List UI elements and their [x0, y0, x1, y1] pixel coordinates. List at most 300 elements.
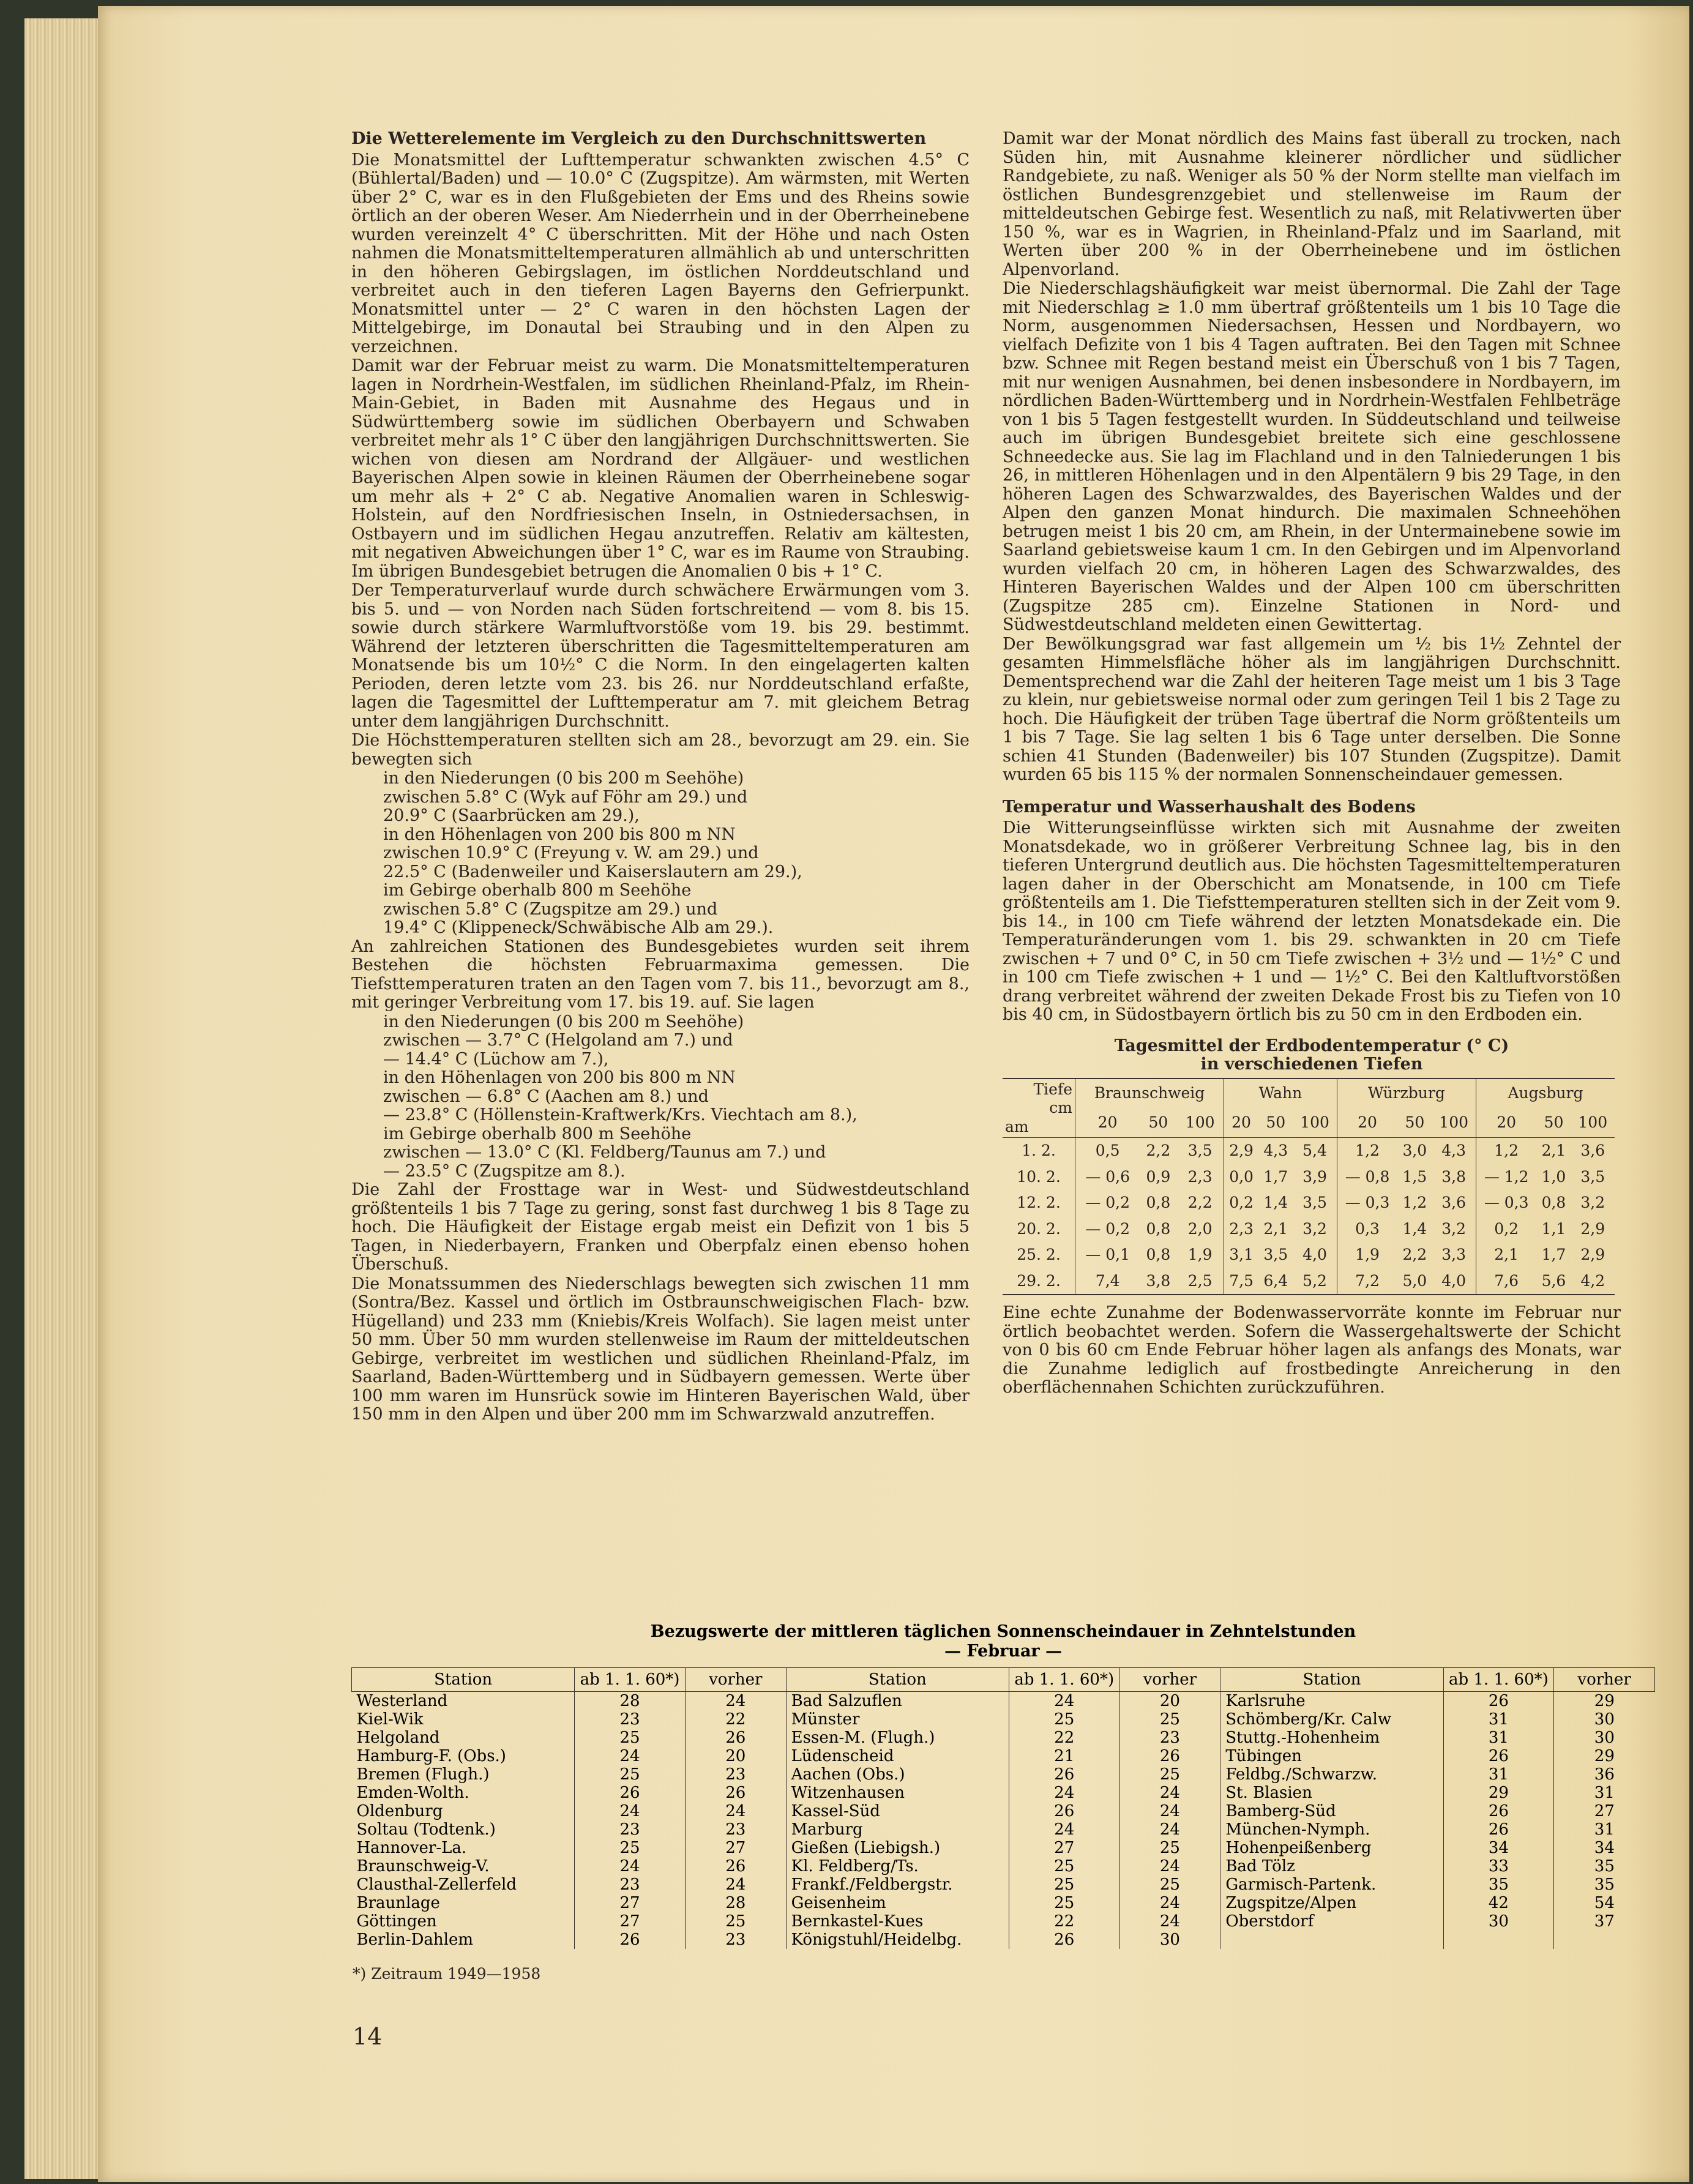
- column-header: Station: [1220, 1668, 1443, 1692]
- depth-header: 100: [1432, 1108, 1476, 1137]
- list-line: 19.4° C (Klippeneck/Schwäbische Alb am 29.).: [383, 918, 774, 937]
- value-cell: 0,3: [1355, 1219, 1380, 1238]
- value-cell: 26: [575, 1931, 686, 1949]
- station-cell: Königstuhl/Heidelbg.: [786, 1931, 1009, 1949]
- value-cell: 7,5: [1229, 1271, 1254, 1290]
- table-row: [352, 1894, 1655, 1912]
- station-cell: Braunschweig-V.: [352, 1857, 575, 1875]
- table-row: [352, 1912, 1655, 1931]
- value-cell: 24: [1009, 1820, 1119, 1839]
- column-header: ab 1. 1. 60*): [1009, 1668, 1119, 1692]
- value-cell: 1,2: [1402, 1194, 1427, 1211]
- page-number: 14: [353, 2023, 383, 2050]
- list-line: im Gebirge oberhalb 800 m Seehöhe: [383, 881, 692, 900]
- station-cell: Oldenburg: [352, 1802, 575, 1820]
- value-cell: 25: [1009, 1894, 1119, 1912]
- depth-header: 50: [1266, 1113, 1286, 1131]
- value-cell: 25: [575, 1765, 686, 1784]
- value-cell: 24: [575, 1802, 686, 1820]
- corner-label: cm: [1049, 1099, 1072, 1116]
- soil-table-caption: [1003, 1037, 1621, 1074]
- value-cell: 3,3: [1432, 1242, 1476, 1268]
- max-temperature-list: [383, 769, 970, 938]
- right-column: [1003, 130, 1621, 1398]
- value-cell: — 0,3: [1345, 1194, 1390, 1211]
- value-cell: 5,0: [1402, 1271, 1427, 1290]
- station-cell: Aachen (Obs.): [786, 1765, 1009, 1784]
- station-cell: Witzenhausen: [786, 1784, 1009, 1802]
- value-cell: 2,5: [1176, 1268, 1224, 1295]
- value-cell: 24: [725, 1692, 746, 1710]
- value-cell: 5,6: [1541, 1271, 1566, 1290]
- caption-line: in verschiedenen Tiefen: [1200, 1055, 1423, 1074]
- station-cell: St. Blasien: [1220, 1784, 1443, 1802]
- value-cell: 27: [1594, 1802, 1615, 1820]
- value-cell: 2,3: [1229, 1219, 1254, 1238]
- value-cell: 22: [1009, 1729, 1119, 1747]
- value-cell: 23: [575, 1820, 686, 1839]
- station-cell: Münster: [786, 1710, 1009, 1729]
- section-heading: Die Wetterelemente im Vergleich zu den Durchschnittswerten: [351, 129, 927, 148]
- date-cell: 10. 2.: [1003, 1164, 1075, 1191]
- depth-header: 100: [1293, 1108, 1337, 1137]
- value-cell: 24: [575, 1857, 686, 1875]
- station-cell: Garmisch-Partenk.: [1220, 1875, 1443, 1894]
- value-cell: 42: [1443, 1894, 1554, 1912]
- value-cell: 1,9: [1176, 1242, 1224, 1268]
- depth-header: 20: [1231, 1113, 1251, 1131]
- value-cell: 0,8: [1146, 1246, 1171, 1263]
- value-cell: 3,5: [1580, 1167, 1605, 1186]
- column-header: ab 1. 1. 60*): [1443, 1668, 1554, 1692]
- station-cell: Helgoland: [352, 1729, 575, 1747]
- value-cell: 35: [1594, 1857, 1615, 1875]
- table-row: [352, 1729, 1655, 1747]
- list-line: im Gebirge oberhalb 800 m Seehöhe: [383, 1124, 692, 1143]
- value-cell: — 0,6: [1085, 1167, 1131, 1186]
- value-cell: 3,8: [1432, 1164, 1476, 1191]
- value-cell: 1,7: [1263, 1167, 1288, 1186]
- value-cell: 26: [1009, 1802, 1119, 1820]
- value-cell: [1554, 1931, 1655, 1949]
- value-cell: 2,1: [1541, 1142, 1566, 1159]
- station-cell: Lüdenscheid: [786, 1747, 1009, 1765]
- value-cell: 23: [575, 1875, 686, 1894]
- list-line: zwischen — 6.8° C (Aachen am 8.) und: [383, 1086, 709, 1106]
- list-line: zwischen — 3.7° C (Helgoland am 7.) und: [383, 1031, 733, 1050]
- value-cell: 1,5: [1402, 1167, 1427, 1186]
- value-cell: 36: [1594, 1765, 1615, 1784]
- value-cell: 0,2: [1229, 1194, 1254, 1211]
- value-cell: 1,7: [1541, 1246, 1566, 1263]
- table-row: [1003, 1268, 1615, 1295]
- paragraph: Die Höchsttemperaturen stellten sich am 28., bevorzugt am 29. ein. Sie bewegten sich: [351, 731, 970, 769]
- sunshine-header-row: [352, 1668, 1655, 1692]
- value-cell: 4,2: [1580, 1271, 1605, 1290]
- value-cell: 5,2: [1293, 1268, 1337, 1295]
- value-cell: 34: [1594, 1839, 1615, 1857]
- paragraph: Damit war der Monat nördlich des Mains fast überall zu trocken, nach Süden hin, mit Ausnahme kleinerer nördlicher und südlicher Randgebiete, zu naß. Weniger als 50 % der Norm stellte man vielfach im östlichen Bundesgrenzgebiet und stellenweise im Raum der mitteldeutschen Gebirge fest. Wesentlich zu naß, mit Relativwerten über 150 %, war es in Wagrien, in Rheinland-Pfalz und im Saarland, mit Werten über 200 % in der Oberrheinebene und im östlichen Alpenvorland.: [1003, 129, 1621, 279]
- station-cell: Hannover-La.: [352, 1839, 575, 1857]
- footnote: *) Zeitraum 1949—1958: [353, 1965, 541, 1983]
- station-cell: Marburg: [786, 1820, 1009, 1839]
- value-cell: 7,6: [1494, 1271, 1519, 1290]
- value-cell: 25: [1009, 1875, 1119, 1894]
- list-line: — 23.5° C (Zugspitze am 8.).: [383, 1161, 626, 1181]
- depth-header: 100: [1578, 1113, 1608, 1131]
- value-cell: 4,0: [1432, 1268, 1476, 1295]
- value-cell: 37: [1594, 1912, 1615, 1931]
- value-cell: 27: [575, 1894, 686, 1912]
- sunshine-subcaption: — Februar —: [944, 1642, 1063, 1661]
- column-header: vorher: [1554, 1668, 1655, 1692]
- table-row: [1003, 1216, 1615, 1243]
- depth-header-row: [1003, 1108, 1615, 1137]
- value-cell: 3,6: [1580, 1142, 1605, 1159]
- value-cell: 26: [575, 1784, 686, 1802]
- list-line: in den Höhenlagen von 200 bis 800 m NN: [383, 825, 736, 844]
- value-cell: 24: [725, 1875, 746, 1894]
- value-cell: 26: [1009, 1765, 1119, 1784]
- left-column: [351, 130, 970, 1425]
- value-cell: 2,2: [1176, 1190, 1224, 1216]
- value-cell: 24: [1159, 1857, 1180, 1875]
- value-cell: 26: [1443, 1747, 1554, 1765]
- table-row: [352, 1875, 1655, 1894]
- paragraph: Die Zahl der Frosttage war in West- und Südwestdeutschland größtenteils 1 bis 7 Tage zu gering, sonst fast durchweg 1 bis 8 Tage zu hoch. Die Häufigkeit der Eistage ergab meist ein Defizit von 1 bis 5 Tagen, in Niederbayern, Franken und Oberpfalz einen ebenso hohen Überschuß.: [351, 1180, 970, 1274]
- value-cell: 1,1: [1541, 1219, 1566, 1238]
- value-cell: 6,4: [1263, 1271, 1288, 1290]
- value-cell: 24: [1159, 1784, 1180, 1802]
- value-cell: 2,0: [1176, 1216, 1224, 1243]
- value-cell: 0,8: [1146, 1219, 1171, 1238]
- column-header: vorher: [1119, 1668, 1220, 1692]
- value-cell: — 0,8: [1345, 1167, 1390, 1186]
- value-cell: — 0,1: [1085, 1246, 1131, 1263]
- value-cell: 25: [575, 1839, 686, 1857]
- station-cell: Zugspitze/Alpen: [1220, 1894, 1443, 1912]
- list-line: — 23.8° C (Höllenstein-Kraftwerk/Krs. Viechtach am 8.),: [383, 1105, 858, 1124]
- value-cell: 1,2: [1355, 1142, 1380, 1159]
- caption-line: Tagesmittel der Erdbodentemperatur (° C): [1114, 1036, 1509, 1055]
- value-cell: 5,4: [1293, 1138, 1337, 1164]
- value-cell: 31: [1594, 1784, 1615, 1802]
- station-cell: Oberstdorf: [1220, 1912, 1443, 1931]
- station-cell: Göttingen: [352, 1912, 575, 1931]
- value-cell: 25: [1159, 1710, 1180, 1729]
- table-row: [352, 1747, 1655, 1765]
- station-cell: Gießen (Liebigsh.): [786, 1839, 1009, 1857]
- value-cell: 21: [1009, 1747, 1119, 1765]
- sunshine-section: [351, 1622, 1655, 1949]
- value-cell: 25: [1159, 1765, 1180, 1784]
- value-cell: 3,5: [1263, 1246, 1288, 1263]
- list-line: 22.5° C (Badenweiler und Kaiserslautern am 29.),: [383, 862, 802, 881]
- station-cell: Bremen (Flugh.): [352, 1765, 575, 1784]
- value-cell: 27: [1009, 1839, 1119, 1857]
- paragraph: Die Monatssummen des Niederschlags bewegten sich zwischen 11 mm (Sontra/Bez. Kassel und örtlich im Ostbraunschweigischen Flach- bzw. Hügelland) und 233 mm (Kniebis/Kreis Wolfach). Sie lagen meist unter 50 mm. Über 50 mm wurden stellenweise im Raum der mitteldeutschen Gebirge, verbreitet im westlichen und südlichen Rheinland-Pfalz, im Saarland, Baden-Württemberg und in Südbayern gemessen. Werte über 100 mm waren im Hunsrück sowie im Hinteren Bayerischen Wald, über 150 mm in den Alpen und über 200 mm im Schwarzwald anzutreffen.: [351, 1274, 970, 1424]
- value-cell: 3,5: [1176, 1138, 1224, 1164]
- value-cell: 30: [1594, 1710, 1615, 1729]
- station-cell: Kiel-Wik: [352, 1710, 575, 1729]
- value-cell: 7,4: [1095, 1271, 1120, 1290]
- table-row: [1003, 1138, 1615, 1164]
- column-header: Wahn: [1224, 1079, 1337, 1109]
- column-header: ab 1. 1. 60*): [575, 1668, 686, 1692]
- paragraph: Der Bewölkungsgrad war fast allgemein um ½ bis 1½ Zehntel der gesamten Himmelsfläche höher als im langjährigen Durchschnitt. Dementsprechend war die Zahl der heiteren Tage meist um 1 bis 3 Tage zu klein, nur gebietsweise normal oder zum geringen Teil 1 bis 2 Tage zu hoch. Die Häufigkeit der trüben Tage übertraf die Norm größtenteils um 1 bis 7 Tage. Sie lag selten 1 bis 6 Tage unter derselben. Die Sonne schien 41 Stunden (Badenweiler) bis 107 Stunden (Zugspitze). Damit wurden 65 bis 115 % der normalen Sonnenscheindauer gemessen.: [1003, 634, 1621, 784]
- value-cell: 7,2: [1355, 1271, 1380, 1290]
- station-cell: Hamburg-F. (Obs.): [352, 1747, 575, 1765]
- list-line: in den Niederungen (0 bis 200 m Seehöhe): [383, 769, 744, 788]
- value-cell: 30: [1443, 1912, 1554, 1931]
- depth-header: 50: [1405, 1113, 1425, 1131]
- value-cell: 4,3: [1263, 1142, 1288, 1159]
- table-row: [1003, 1190, 1615, 1216]
- value-cell: 1,4: [1263, 1194, 1288, 1211]
- station-cell: Bad Salzuflen: [786, 1692, 1009, 1711]
- table-corner-cell: [1003, 1079, 1075, 1138]
- value-cell: 2,1: [1263, 1219, 1288, 1238]
- value-cell: 25: [1009, 1857, 1119, 1875]
- station-cell: Hohenpeißenberg: [1220, 1839, 1443, 1857]
- value-cell: 0,5: [1095, 1142, 1120, 1159]
- value-cell: — 0,2: [1085, 1194, 1131, 1211]
- value-cell: 23: [1159, 1729, 1180, 1747]
- column-header: vorher: [685, 1668, 786, 1692]
- value-cell: 31: [1443, 1729, 1554, 1747]
- station-cell: [1220, 1931, 1443, 1949]
- value-cell: 28: [575, 1692, 686, 1711]
- value-cell: 34: [1443, 1839, 1554, 1857]
- station-cell: Stuttg.-Hohenheim: [1220, 1729, 1443, 1747]
- value-cell: 26: [725, 1857, 746, 1875]
- value-cell: 3,2: [1580, 1194, 1605, 1211]
- column-header: Würzburg: [1337, 1079, 1476, 1109]
- station-cell: Frankf./Feldbergstr.: [786, 1875, 1009, 1894]
- value-cell: 27: [575, 1912, 686, 1931]
- value-cell: 3,2: [1432, 1216, 1476, 1243]
- value-cell: 23: [725, 1931, 746, 1949]
- station-cell: Emden-Wolth.: [352, 1784, 575, 1802]
- min-temperature-list: [383, 1013, 970, 1181]
- sunshine-table-body: [352, 1692, 1655, 1950]
- value-cell: 24: [1159, 1820, 1180, 1839]
- list-line: 20.9° C (Saarbrücken am 29.),: [383, 806, 640, 825]
- value-cell: 2,2: [1402, 1246, 1427, 1263]
- section-heading: Temperatur und Wasserhaushalt des Bodens: [1003, 797, 1416, 817]
- date-cell: 12. 2.: [1003, 1190, 1075, 1216]
- depth-header: 50: [1544, 1113, 1564, 1131]
- value-cell: 2,9: [1229, 1142, 1254, 1159]
- value-cell: 22: [1009, 1912, 1119, 1931]
- station-cell: Braunlage: [352, 1894, 575, 1912]
- date-cell: 20. 2.: [1003, 1216, 1075, 1243]
- list-line: zwischen — 13.0° C (Kl. Feldberg/Taunus am 7.) und: [383, 1143, 826, 1162]
- value-cell: 25: [1009, 1710, 1119, 1729]
- value-cell: 3,6: [1432, 1190, 1476, 1216]
- station-cell: Soltau (Todtenk.): [352, 1820, 575, 1839]
- value-cell: 28: [725, 1894, 746, 1912]
- list-line: zwischen 10.9° C (Freyung v. W. am 29.) und: [383, 843, 759, 862]
- value-cell: 2,9: [1580, 1219, 1605, 1238]
- list-line: — 14.4° C (Lüchow am 7.),: [383, 1049, 609, 1069]
- value-cell: 25: [1159, 1875, 1180, 1894]
- paragraph: Die Witterungseinflüsse wirkten sich mit Ausnahme der zweiten Monatsdekade, wo in größerer Verbreitung Schnee lag, bis in den tieferen Untergrund deutlich aus. Die höchsten Tagesmitteltemperaturen lagen daher in der Oberschicht am Monatsende, in 100 cm Tiefe größtenteils am 1. Die Tiefsttemperaturen stellten sich in der Zeit vom 9. bis 14., in 100 cm Tiefe während der letzten Monatsdekade ein. Die Temperaturänderungen vom 1. bis 29. schwankten in 20 cm Tiefe zwischen + 7 und 0° C, in 50 cm Tiefe zwischen + 3½ und — 1½° C und in 100 cm Tiefe zwischen + 1 und — 1½° C. Bei den Kaltluftvorstößen drang verbreitet während der zweiten Dekade Frost bis zu Tiefen von 10 bis 40 cm, in Südostbayern örtlich bis zu 50 cm in den Erdboden ein.: [1003, 818, 1621, 1024]
- value-cell: 24: [1159, 1894, 1180, 1912]
- value-cell: 0,8: [1146, 1194, 1171, 1211]
- value-cell: 23: [725, 1765, 746, 1784]
- table-row: [352, 1802, 1655, 1820]
- value-cell: — 1,2: [1484, 1167, 1529, 1186]
- station-cell: Bad Tölz: [1220, 1857, 1443, 1875]
- value-cell: — 0,2: [1085, 1219, 1131, 1238]
- value-cell: 20: [1159, 1692, 1180, 1710]
- depth-header: 20: [1097, 1113, 1118, 1131]
- value-cell: [1443, 1931, 1554, 1949]
- station-cell: Feldbg./Schwarzw.: [1220, 1765, 1443, 1784]
- depth-header: 20: [1358, 1113, 1377, 1131]
- soil-temperature-table: [1003, 1078, 1615, 1296]
- value-cell: 30: [1594, 1729, 1615, 1747]
- table-row: [352, 1692, 1655, 1711]
- value-cell: 29: [1594, 1692, 1615, 1710]
- value-cell: 26: [1159, 1747, 1180, 1765]
- station-cell: Bernkastel-Kues: [786, 1912, 1009, 1931]
- value-cell: 26: [1009, 1931, 1119, 1949]
- station-cell: Kassel-Süd: [786, 1802, 1009, 1820]
- station-cell: München-Nymph.: [1220, 1820, 1443, 1839]
- table-row: [352, 1839, 1655, 1857]
- paragraph: An zahlreichen Stationen des Bundesgebietes wurden seit ihrem Bestehen die höchsten Februarmaxima gemessen. Die Tiefsttemperaturen traten an den Tagen vom 7. bis 11., bevorzugt am 8., mit geringer Verbreitung vom 17. bis 19. auf. Sie lagen: [351, 937, 970, 1012]
- value-cell: 31: [1443, 1765, 1554, 1784]
- depth-header: 20: [1497, 1113, 1517, 1131]
- value-cell: 3,5: [1293, 1190, 1337, 1216]
- value-cell: 31: [1594, 1820, 1615, 1839]
- value-cell: 25: [725, 1912, 746, 1931]
- table-row: [352, 1857, 1655, 1875]
- value-cell: 54: [1594, 1894, 1615, 1912]
- paragraph: Die Niederschlagshäufigkeit war meist übernormal. Die Zahl der Tage mit Niederschlag ≥ 1.0 mm übertraf größtenteils um 1 bis 10 Tage die Norm, ausgenommen Niedersachsen, Hessen und Nordbayern, wo vielfach Defizite von 1 bis 4 Tagen auftraten. Bei den Tagen mit Schnee bzw. Schnee mit Regen bestand meist ein Überschuß von 1 bis 7 Tagen, mit nur wenigen Ausnahmen, bei denen insbesondere in Nordbayern, im nördlichen Baden-Württemberg und in Nordrhein-Westfalen Fehlbeträge von 1 bis 5 Tagen festgestellt wurden. In Süddeutschland und teilweise auch im übrigen Bundesgebiet breitete sich eine geschlossene Schneedecke aus. Sie lag im Flachland und in den Talniederungen 1 bis 26, in mittleren Höhenlagen und in den Alpentälern 9 bis 29 Tage, in den höheren Lagen des Schwarzwaldes, des Bayerischen Waldes und der Alpen den ganzen Monat hindurch. Die maximalen Schneehöhen betrugen meist 1 bis 20 cm, am Rhein, in der Untermainebene sowie im Saarland gebietsweise kaum 1 cm. In den Gebirgen und im Alpenvorland wurden vielfach 20 cm, in höheren Lagen des Schwarzwaldes, des Hinteren Bayerischen Waldes und der Alpen 100 cm überschritten (Zugspitze 285 cm). Einzelne Stationen in Nord- und Südwestdeutschland meldeten einen Gewittertag.: [1003, 279, 1621, 634]
- value-cell: 2,2: [1146, 1142, 1171, 1159]
- column-header: Station: [352, 1668, 575, 1692]
- value-cell: 3,1: [1229, 1246, 1254, 1263]
- station-cell: Berlin-Dahlem: [352, 1931, 575, 1949]
- paragraph: Damit war der Februar meist zu warm. Die Monatsmitteltemperaturen lagen in Nordrhein-Westfalen, im südlichen Rheinland-Pfalz, im Rhein-Main-Gebiet, in Baden mit Ausnahme des Hegaus und in Südwürttemberg sowie im südlichen Oberbayern und Schwaben verbreitet mehr als 1° C über den langjährigen Durchschnittswerten. Sie wichen von diesen am Nordrand der Allgäuer- und westlichen Bayerischen Alpen sowie in kleinen Räumen der Oberrheinebene sogar um mehr als + 2° C ab. Negative Anomalien waren in Schleswig-Holstein, auf den Nordfriesischen Inseln, in Ostniedersachsen, in Ostbayern und im südlichen Hegau anzutreffen. Relativ am kältesten, mit negativen Abweichungen über 1° C, war es im Raume von Straubing. Im übrigen Bundesgebiet betrugen die Anomalien 0 bis + 1° C.: [351, 356, 970, 581]
- value-cell: 3,9: [1293, 1164, 1337, 1191]
- table-row: [352, 1710, 1655, 1729]
- value-cell: 26: [725, 1729, 746, 1747]
- value-cell: 29: [1443, 1784, 1554, 1802]
- value-cell: 30: [1159, 1931, 1180, 1949]
- value-cell: 25: [575, 1729, 686, 1747]
- value-cell: 0,9: [1146, 1167, 1171, 1186]
- page-edges: [24, 18, 104, 2179]
- depth-header: 50: [1148, 1113, 1168, 1131]
- depth-header: 100: [1176, 1108, 1224, 1137]
- value-cell: 26: [1443, 1820, 1554, 1839]
- value-cell: 35: [1594, 1875, 1615, 1894]
- value-cell: 3,0: [1402, 1142, 1427, 1159]
- value-cell: 23: [725, 1820, 746, 1839]
- value-cell: 24: [1159, 1912, 1180, 1931]
- value-cell: 24: [1159, 1802, 1180, 1820]
- station-cell: Tübingen: [1220, 1747, 1443, 1765]
- station-cell: Clausthal-Zellerfeld: [352, 1875, 575, 1894]
- value-cell: 27: [725, 1839, 746, 1857]
- date-cell: 29. 2.: [1003, 1268, 1075, 1295]
- value-cell: 3,8: [1146, 1271, 1171, 1290]
- value-cell: 22: [725, 1710, 746, 1729]
- sunshine-caption: Bezugswerte der mittleren täglichen Sonnenscheindauer in Zehntelstunden: [650, 1622, 1356, 1641]
- value-cell: — 0,3: [1484, 1194, 1529, 1211]
- table-row: [1003, 1164, 1615, 1191]
- value-cell: 0,2: [1494, 1219, 1519, 1238]
- soil-table-body: [1003, 1138, 1615, 1295]
- corner-label: am: [1005, 1117, 1029, 1135]
- paragraph: Eine echte Zunahme der Bodenwasservorräte konnte im Februar nur örtlich beobachtet werden. Sofern die Wassergehaltswerte der Schicht von 0 bis 60 cm Ende Februar höher lagen als anfangs des Monats, war die Zunahme lediglich auf frostbedingte Anreicherung in den oberflächennahen Schichten zurückzuführen.: [1003, 1303, 1621, 1397]
- sunshine-table: [351, 1667, 1655, 1949]
- value-cell: 4,0: [1293, 1242, 1337, 1268]
- table-row: [352, 1784, 1655, 1802]
- value-cell: 2,9: [1580, 1246, 1605, 1263]
- value-cell: 23: [575, 1710, 686, 1729]
- value-cell: 1,9: [1355, 1246, 1380, 1263]
- value-cell: 1,4: [1402, 1219, 1427, 1238]
- value-cell: 25: [1159, 1839, 1180, 1857]
- value-cell: 2,1: [1494, 1246, 1519, 1263]
- table-row: [352, 1820, 1655, 1839]
- value-cell: 1,0: [1541, 1167, 1566, 1186]
- column-header: Station: [786, 1668, 1009, 1692]
- value-cell: 4,3: [1432, 1138, 1476, 1164]
- value-cell: 3,2: [1293, 1216, 1337, 1243]
- column-header: Braunschweig: [1075, 1079, 1224, 1109]
- paragraph: Der Temperaturverlauf wurde durch schwächere Erwärmungen vom 3. bis 5. und — von Norden nach Süden fortschreitend — vom 8. bis 15. sowie durch stärkere Warmluftvorstöße vom 19. bis 29. bestimmt. Während der letzteren überschritten die Tagesmitteltemperaturen am Monatsende bis um 10½° C die Norm. In den eingelagerten kalten Perioden, deren letzte vom 23. bis 26. nur Norddeutschland erfaßte, lagen die Tagesmittel der Lufttemperatur am 7. mit gleichem Betrag unter dem langjährigen Durchschnitt.: [351, 581, 970, 731]
- list-line: in den Höhenlagen von 200 bis 800 m NN: [383, 1068, 736, 1087]
- paragraph: Die Monatsmittel der Lufttemperatur schwankten zwischen 4.5° C (Bühlertal/Baden) und — 10.0° C (Zugspitze). Am wärmsten, mit Werten über 2° C, war es in den Flußgebieten der Ems und des Rheins sowie örtlich an der oberen Weser. Am Niederrhein und in der Oberrheinebene wurden vereinzelt 4° C überschritten. Mit der Höhe und nach Osten nahmen die Monatsmitteltemperaturen allmählich ab und unterschritten in den höheren Gebirgslagen, im östlichen Norddeutschland und verbreitet auch in den tieferen Lagen Bayerns den Gefrierpunkt. Monatsmittel unter — 2° C waren in den höchsten Lagen der Mittelgebirge, im Donautal bei Straubing und in den Alpen zu verzeichnen.: [351, 150, 970, 356]
- value-cell: 20: [725, 1747, 746, 1765]
- value-cell: 0,8: [1541, 1194, 1566, 1211]
- value-cell: 26: [1443, 1692, 1554, 1711]
- value-cell: 24: [725, 1802, 746, 1820]
- station-cell: Geisenheim: [786, 1894, 1009, 1912]
- table-row: [352, 1931, 1655, 1949]
- date-cell: 25. 2.: [1003, 1242, 1075, 1268]
- station-cell: Westerland: [352, 1692, 575, 1711]
- list-line: in den Niederungen (0 bis 200 m Seehöhe): [383, 1012, 744, 1031]
- table-row: [352, 1765, 1655, 1784]
- corner-label: Tiefe: [1033, 1080, 1072, 1098]
- value-cell: 26: [1443, 1802, 1554, 1820]
- value-cell: 31: [1443, 1710, 1554, 1729]
- value-cell: 24: [1009, 1784, 1119, 1802]
- value-cell: 24: [575, 1747, 686, 1765]
- station-cell: Karlsruhe: [1220, 1692, 1443, 1711]
- value-cell: 2,3: [1176, 1164, 1224, 1191]
- value-cell: 1,2: [1494, 1142, 1519, 1159]
- station-cell: Essen-M. (Flugh.): [786, 1729, 1009, 1747]
- station-cell: Bamberg-Süd: [1220, 1802, 1443, 1820]
- date-cell: 1. 2.: [1003, 1138, 1075, 1164]
- list-line: zwischen 5.8° C (Zugspitze am 29.) und: [383, 899, 718, 919]
- station-cell: Schömberg/Kr. Calw: [1220, 1710, 1443, 1729]
- value-cell: 33: [1443, 1857, 1554, 1875]
- station-cell: Kl. Feldberg/Ts.: [786, 1857, 1009, 1875]
- value-cell: 26: [725, 1784, 746, 1802]
- value-cell: 24: [1009, 1692, 1119, 1711]
- value-cell: 29: [1594, 1747, 1615, 1765]
- value-cell: 35: [1443, 1875, 1554, 1894]
